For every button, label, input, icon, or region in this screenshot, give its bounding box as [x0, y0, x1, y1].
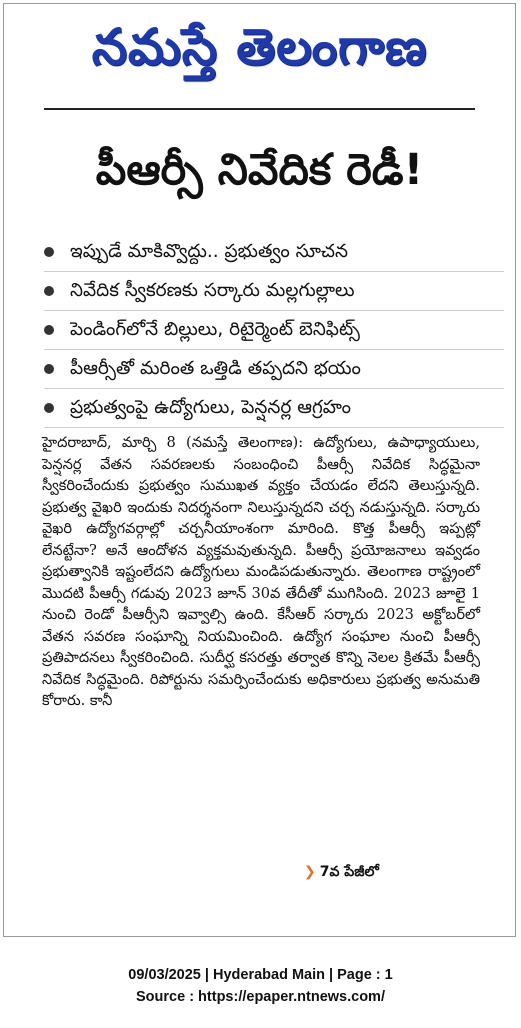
- list-item: [44, 311, 504, 350]
- footer: [0, 964, 521, 1008]
- list-item: [44, 350, 504, 389]
- continued-label: 7వ పేజీలో: [319, 864, 379, 880]
- highlight-text: పెండింగ్‌లోనే బిల్లులు, రిటైర్మెంట్ బెనిఫిట్స్: [70, 319, 360, 340]
- highlight-text: నివేదిక స్వీకరణకు సర్కారు మల్లగుల్లాలు: [70, 280, 355, 301]
- list-item: [44, 233, 504, 272]
- continued-on: [304, 864, 379, 883]
- list-item: [44, 389, 504, 428]
- divider: [44, 108, 475, 110]
- highlight-text: పీఆర్సీతో మరింత ఒత్తిడి తప్పదని భయం: [70, 358, 361, 379]
- bullet-dot-icon: [44, 403, 54, 413]
- arrow-icon: ❯: [304, 864, 316, 880]
- masthead-logo: నమస్తే తెలంగాణ: [91, 18, 428, 76]
- bullet-dot-icon: [44, 247, 54, 257]
- headline: పీఆర్సీ నివేదిక రెడీ!: [95, 145, 424, 195]
- source-link[interactable]: Source : https://epaper.ntnews.com/: [136, 989, 385, 1005]
- article-body: హైదరాబాద్, మార్చి 8 (నమస్తే తెలంగాణ): ఉద్యోగులు, ఉపాధ్యాయులు, పెన్షనర్ల వేతన సవరణలకు సంబంధించి పీఆర్సీ నివేదిక సిద్ధమైనా స్వీకరించేందుకు ప్రభుత్వం సుముఖత వ్యక్తం చేయడం లేదని తెలుస్తున్నది. ప్రభుత్వ వైఖరి ఇందుకు నిదర్శనంగా నిలుస్తున్నదని చర్చ నడుస్తున్నది. సర్కారు వైఖరి ఉద్యోగవర్గాల్లో చర్చనీయాంశంగా మారింది. కొత్త పీఆర్సీ ఇప్పట్లో లేనట్టేనా? అనే ఆందోళన వ్యక్తమవుతున్నది. పీఆర్సీ ప్రయోజనాలు ఇవ్వడం ప్రభుత్వానికి ఇష్టంలేదని ఉద్యోగులు మండిపడుతున్నారు. తెలంగాణ రాష్ట్రంలో మొదటి పీఆర్సీ గడువు 2023 జూన్ 30వ తేదీతో ముగిసింది. 2023 జూలై 1 నుంచి రెండో పీఆర్సీని ఇవ్వాల్సి ఉంది. కేసీఆర్ సర్కారు 2023 అక్టోబర్‌లో వేతన సవరణ సంఘాన్ని నియమించింది. ఉద్యోగ సంఘాల నుంచి పీఆర్సీ ప్రతిపాదనలు స్వీకరించింది. సుదీర్ఘ కసరత్తు తర్వాత కొన్ని నెలల క్రితమే పీఆర్సీ నివేదిక సిద్ధమైంది. రిపోర్టును సమర్పించేందుకు అధికారులు ప్రభుత్వ అనుమతి కోరారు. కానీ: [42, 434, 480, 709]
- bullet-dot-icon: [44, 364, 54, 374]
- bullet-dot-icon: [44, 325, 54, 335]
- highlights-list: [44, 233, 504, 428]
- edition-info: 09/03/2025 | Hyderabad Main | Page : 1: [128, 967, 393, 983]
- newspaper-clipping: [3, 3, 516, 937]
- bullet-dot-icon: [44, 286, 54, 296]
- list-item: [44, 272, 504, 311]
- highlight-text: ప్రభుత్వంపై ఉద్యోగులు, పెన్షనర్ల ఆగ్రహం: [70, 397, 352, 418]
- highlight-text: ఇప్పుడే మాకివ్వొద్దు.. ప్రభుత్వం సూచన: [70, 241, 348, 262]
